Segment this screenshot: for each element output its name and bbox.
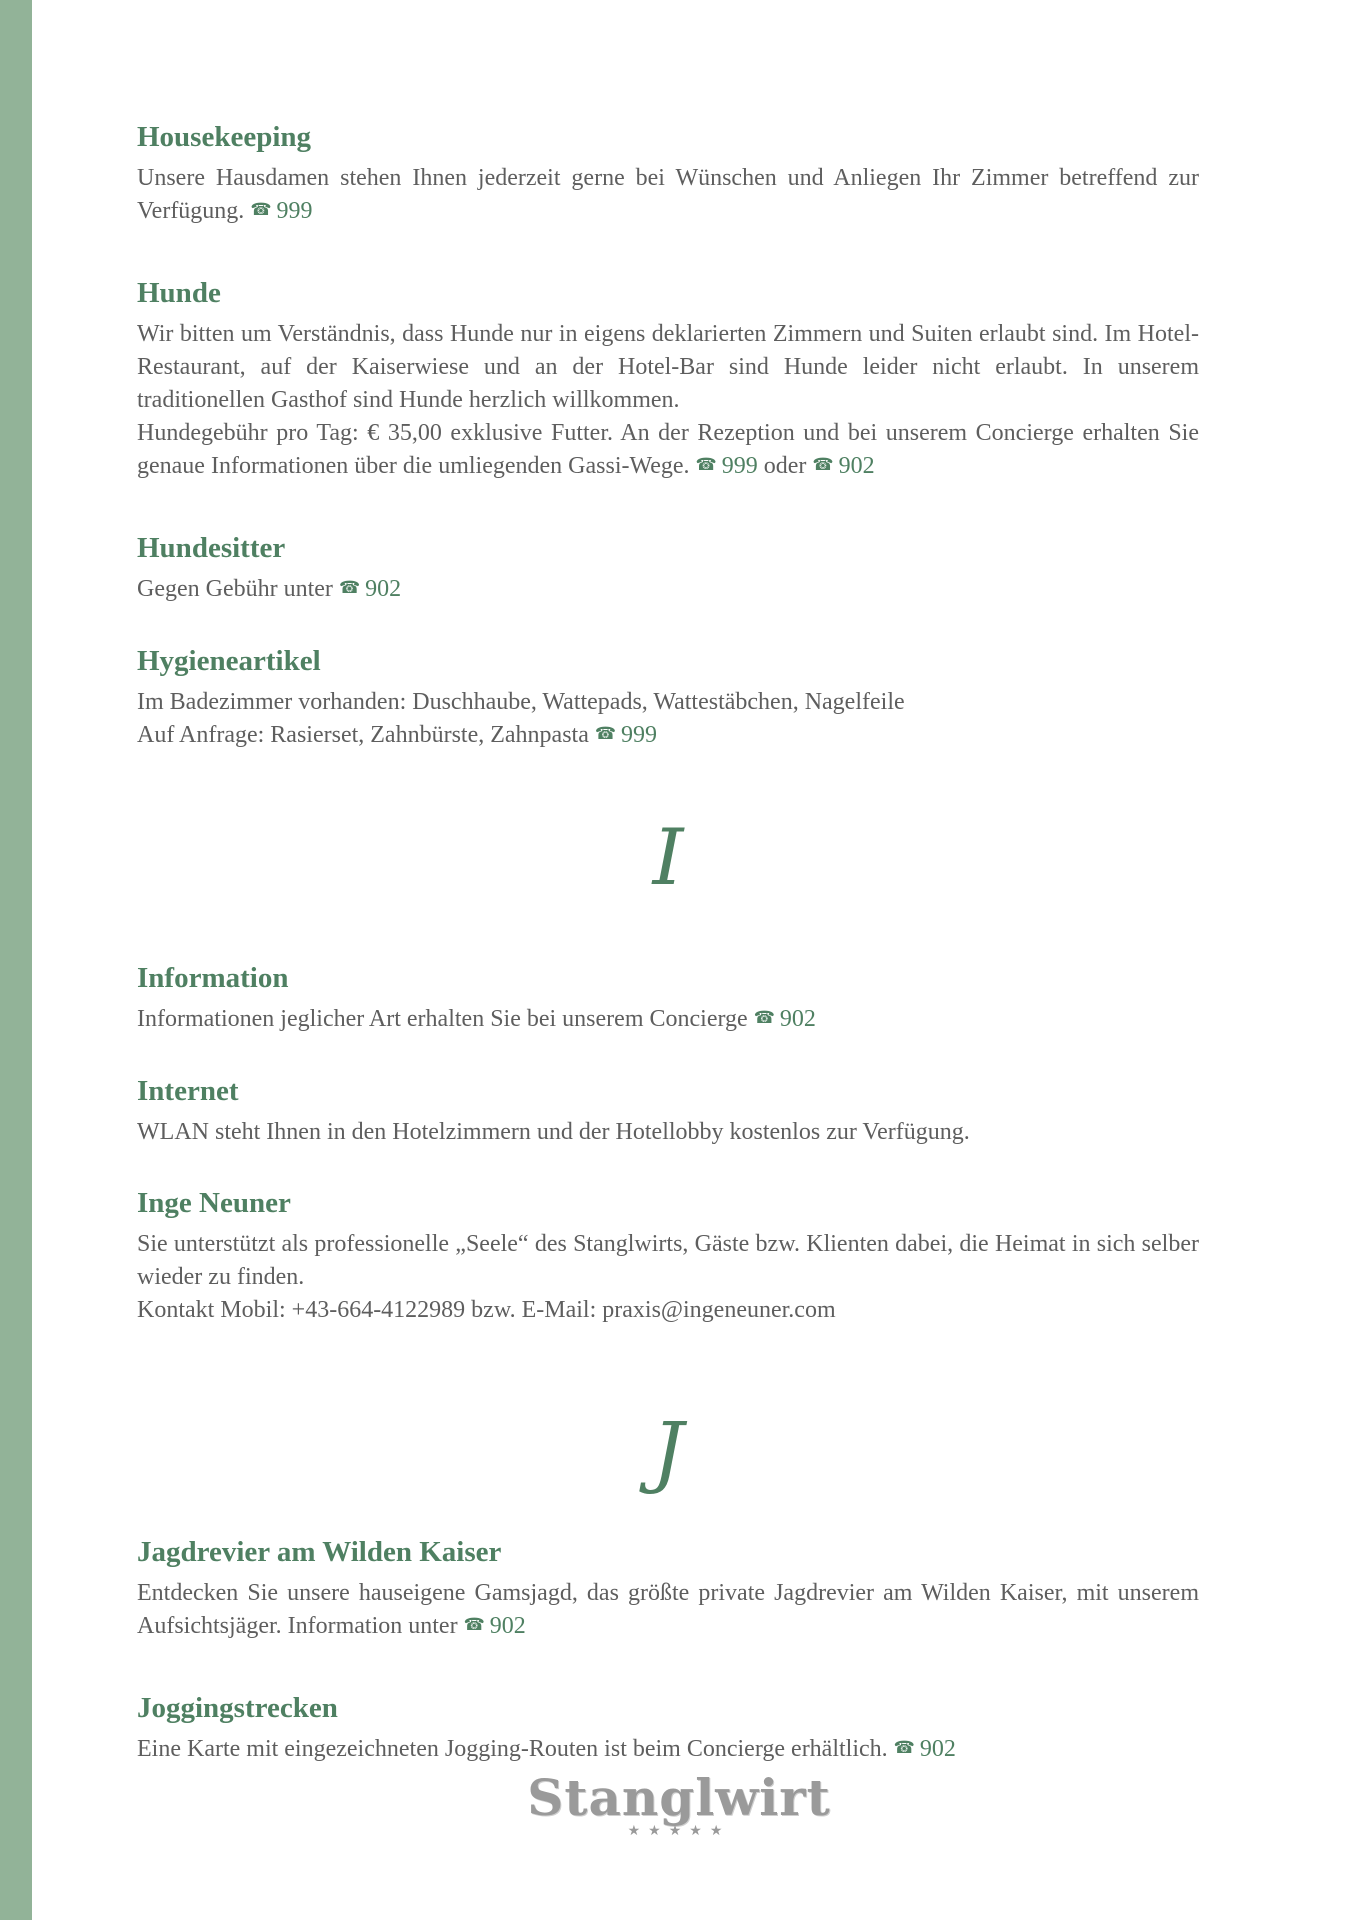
hunde-phone-1[interactable] <box>696 453 758 479</box>
phone-number: 999 <box>721 453 758 479</box>
heading-hygieneartikel: Hygieneartikel <box>137 645 321 677</box>
jogging-phone[interactable] <box>894 1736 956 1762</box>
section-hundesitter <box>137 531 1199 607</box>
housekeeping-description: Unsere Hausdamen stehen Ihnen jederzeit gerne bei Wünschen und Anliegen Ihr Zimmer betreffend zur Verfügung. <box>137 165 1199 224</box>
hunde-text-2 <box>137 417 1199 484</box>
section-hunde <box>137 276 1199 484</box>
stanglwirt-logo <box>0 1770 1358 1840</box>
inge-text-1: Sie unterstützt als professionelle „Seele“ des Stanglwirts, Gäste bzw. Klienten dabei, die Heimat in sich selber wieder zu finden. <box>137 1231 1199 1290</box>
phone-icon: ☎ <box>594 724 617 743</box>
phone-number: 902 <box>838 453 875 479</box>
hygiene-phone[interactable] <box>595 722 657 748</box>
hundesitter-phone[interactable] <box>339 576 401 602</box>
phone-number: 902 <box>779 1006 816 1032</box>
phone-number: 902 <box>365 576 402 602</box>
hunde-fee-description: Hundegebühr pro Tag: € 35,00 exklusive Futter. An der Rezeption und bei unserem Concierge erhalten Sie genaue Informationen über die umliegenden Gassi-Wege. <box>137 420 1199 479</box>
jogging-text <box>137 1733 1199 1767</box>
jagd-description: Entdecken Sie unsere hauseigene Gamsjagd, das größte private Jagdrevier am Wilden Kaiser, mit unserem Aufsichtsjäger. Information unter <box>137 1580 1199 1639</box>
phone-icon: ☎ <box>338 578 361 597</box>
housekeeping-text <box>137 162 1199 229</box>
section-internet <box>137 1074 1199 1149</box>
housekeeping-phone[interactable] <box>250 198 312 224</box>
heading-jagdrevier: Jagdrevier am Wilden Kaiser <box>137 1536 502 1568</box>
phone-icon: ☎ <box>893 1738 915 1757</box>
hundesitter-description: Gegen Gebühr unter <box>137 576 333 602</box>
phone-icon: ☎ <box>250 200 272 219</box>
section-hygieneartikel <box>137 644 1199 753</box>
section-jagdrevier <box>137 1535 1199 1644</box>
phone-icon: ☎ <box>463 1615 485 1634</box>
phone-icon: ☎ <box>812 455 834 474</box>
hundesitter-text <box>137 573 1199 607</box>
inge-contact: Kontakt Mobil: +43-664-4122989 bzw. E-Mail: praxis@ingeneuner.com <box>137 1297 836 1323</box>
page-content <box>137 120 1199 1767</box>
heading-internet: Internet <box>137 1075 239 1107</box>
heading-joggingstrecken: Joggingstrecken <box>137 1692 338 1724</box>
phone-number: 999 <box>276 198 313 224</box>
hunde-text-1: Wir bitten um Verständnis, dass Hunde nur in eigens deklarierten Zimmern und Suiten erlaubt sind. Im Hotel-Restaurant, auf der Kaiserwiese und an der Hotel-Bar sind Hunde leider nicht erlaubt. In unserem traditionellen Gasthof sind Hunde herzlich willkommen. <box>137 321 1199 413</box>
heading-inge-neuner: Inge Neuner <box>137 1187 291 1219</box>
letter-divider-i: I <box>652 813 684 903</box>
heading-hundesitter: Hundesitter <box>137 532 286 564</box>
information-text <box>137 1003 1199 1037</box>
hygiene-line-2 <box>137 719 1199 753</box>
phone-number: 902 <box>489 1613 526 1639</box>
internet-text: WLAN steht Ihnen in den Hotelzimmern und der Hotellobby kostenlos zur Verfügung. <box>137 1119 970 1145</box>
section-housekeeping <box>137 120 1199 229</box>
jagd-phone[interactable] <box>464 1613 526 1639</box>
section-information <box>137 961 1199 1037</box>
heading-hunde: Hunde <box>137 277 221 309</box>
phone-number: 902 <box>919 1736 956 1762</box>
information-description: Informationen jeglicher Art erhalten Sie bei unserem Concierge <box>137 1006 748 1032</box>
jagd-text <box>137 1577 1199 1644</box>
hunde-connector: oder <box>763 453 807 479</box>
section-inge-neuner <box>137 1186 1199 1327</box>
heading-housekeeping: Housekeeping <box>137 121 312 153</box>
side-color-bar <box>0 0 32 1920</box>
phone-icon: ☎ <box>695 455 717 474</box>
jogging-description: Eine Karte mit eingezeichneten Jogging-Routen ist beim Concierge erhältlich. <box>137 1736 888 1762</box>
hygiene-line-1: Im Badezimmer vorhanden: Duschhaube, Wattepads, Wattestäbchen, Nagelfeile <box>137 689 905 715</box>
heading-information: Information <box>137 962 289 994</box>
logo-stars: ★★★★★ <box>627 1824 731 1839</box>
hunde-phone-2[interactable] <box>812 453 874 479</box>
section-joggingstrecken <box>137 1691 1199 1767</box>
letter-divider-j: J <box>652 1407 684 1497</box>
hygiene-on-request: Auf Anfrage: Rasierset, Zahnbürste, Zahnpasta <box>137 722 589 748</box>
phone-icon: ☎ <box>753 1008 775 1027</box>
phone-number: 999 <box>621 722 658 748</box>
logo-wordmark: Stanglwirt <box>527 1768 831 1827</box>
information-phone[interactable] <box>754 1006 816 1032</box>
